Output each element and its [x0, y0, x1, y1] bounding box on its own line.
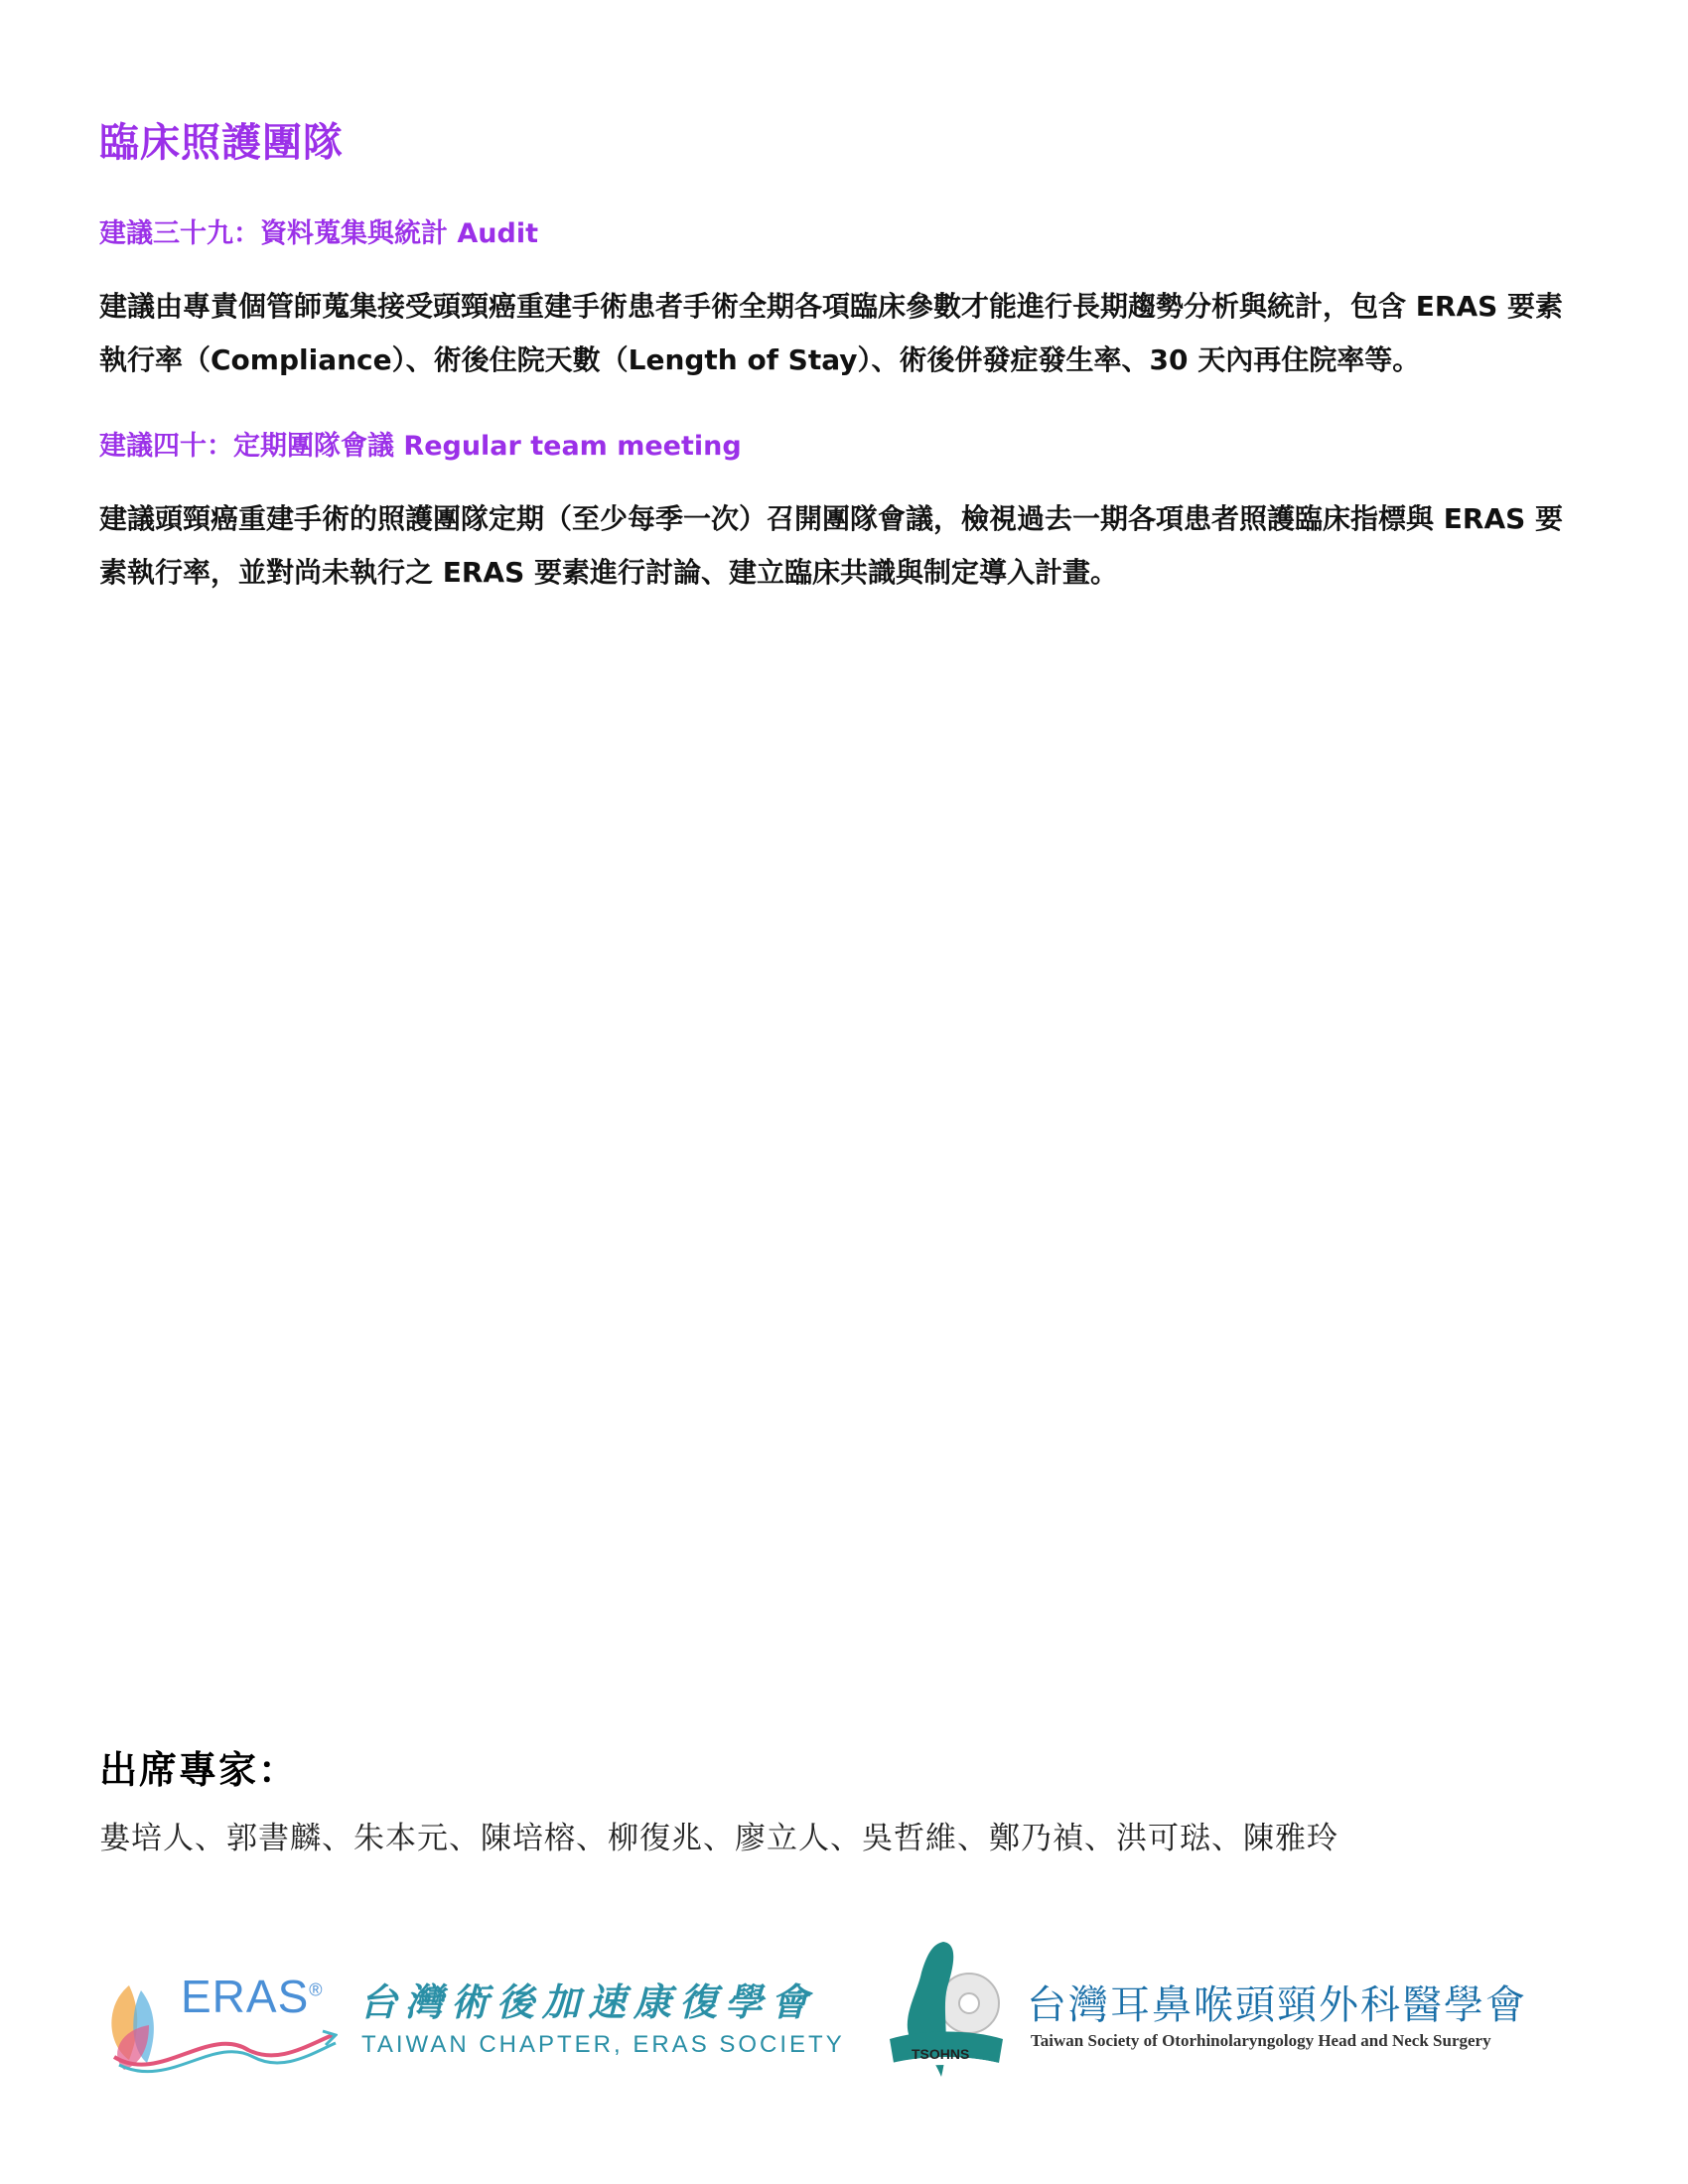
- recommendation-40-heading: 建議四十：定期團隊會議 Regular team meeting: [99, 431, 742, 462]
- eras-wordmark: [181, 1970, 324, 2023]
- recommendation-39-body: 建議由專責個管師蒐集接受頭頸癌重建手術患者手術全期各項臨床參數才能進行長期趨勢分析與統計，包含 ERAS 要素執行率（Compliance）、術後住院天數（Length of Stay）、術後併發症發生率、30 天內再住院率等。: [99, 290, 1564, 376]
- recommendation-40-body: 建議頭頸癌重建手術的照護團隊定期（至少每季一次）召開團隊會議，檢視過去一期各項患者照護臨床指標與 ERAS 要素執行率，並對尚未執行之 ERAS 要素進行討論、建立臨床共識與制定導入計畫。: [99, 502, 1564, 589]
- tsohns-name-en: Taiwan Society of Otorhinolaryngology Head and Neck Surgery: [1031, 2031, 1491, 2050]
- recommendation-39-heading: 建議三十九：資料蒐集與統計 Audit: [99, 218, 539, 249]
- tsohns-emblem-text: TSOHNS: [912, 2046, 970, 2062]
- experts-list: 婁培人、郭書麟、朱本元、陳培榕、柳復兆、廖立人、吳哲維、鄭乃禎、洪可琺、陳雅玲: [99, 1821, 1338, 1856]
- taiwan-island-emblem-icon: [882, 1938, 1021, 2097]
- eras-wordmark-text: ERAS: [181, 1971, 310, 2022]
- eras-society-logo: [99, 1966, 854, 2095]
- eras-name-zh: 台灣術後加速康復學會: [359, 1980, 817, 2024]
- tsohns-logo: [882, 1938, 1597, 2097]
- registered-mark: ®: [309, 1979, 324, 2000]
- experts-title: 出席專家：: [99, 1748, 299, 1792]
- tsohns-name-zh: 台灣耳鼻喉頭頸外科醫學會: [1027, 1982, 1527, 2028]
- section-title: 臨床照護團隊: [99, 120, 344, 166]
- eras-name-en: TAIWAN CHAPTER, ERAS SOCIETY: [361, 2031, 845, 2058]
